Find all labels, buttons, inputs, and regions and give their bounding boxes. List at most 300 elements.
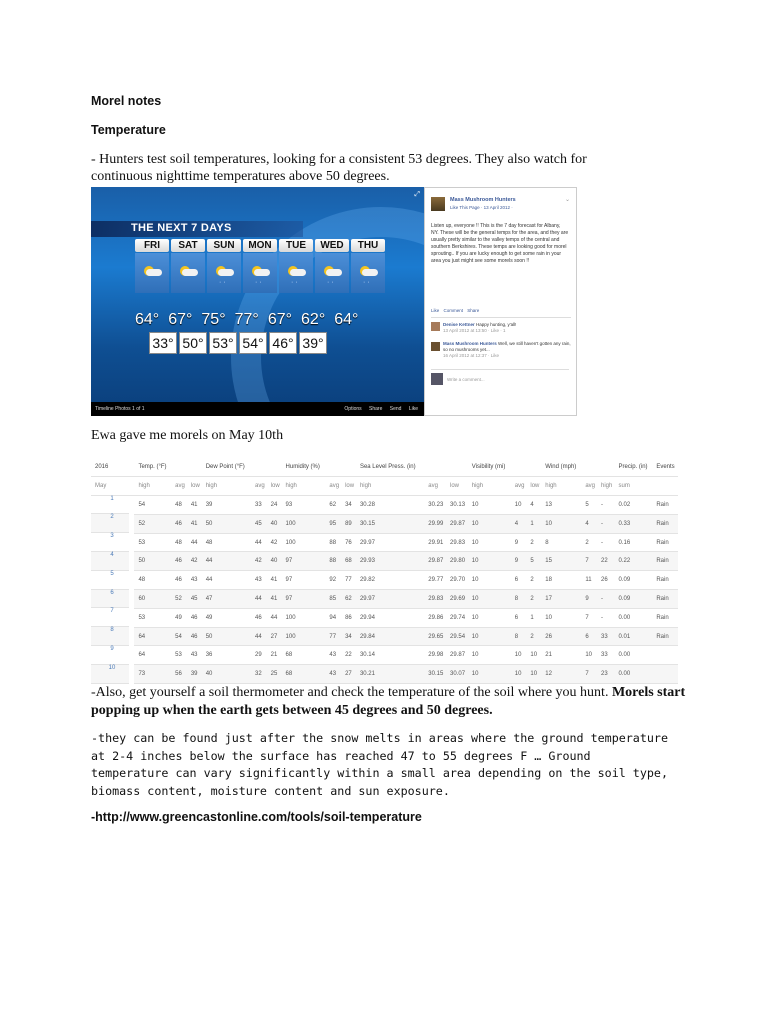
table-cell: high [541, 476, 581, 495]
table-cell: 7 [581, 608, 597, 627]
low-temp: 33° [149, 332, 177, 354]
table-cell [446, 458, 468, 476]
table-cell: 62 [325, 495, 341, 514]
table-cell: 7 [581, 665, 597, 684]
table-row [91, 665, 678, 684]
table-cell: Rain [652, 495, 678, 514]
table-cell: 30.15 [424, 665, 446, 684]
link-greencast: -http://www.greencastonline.com/tools/soil-temperature [91, 810, 422, 824]
table-cell: 0.00 [615, 665, 653, 684]
table-cell: 5 [91, 571, 129, 590]
table-cell: 0.09 [615, 590, 653, 609]
table-cell: 21 [267, 646, 282, 665]
table-cell: 29.80 [446, 552, 468, 571]
post-actions: Like Comment Share [431, 308, 571, 318]
table-cell: 88 [325, 552, 341, 571]
table-cell: 24 [267, 495, 282, 514]
forecast-days [135, 239, 385, 293]
table-cell: 29.83 [446, 533, 468, 552]
partly-cloudy-icon: · · [243, 253, 277, 293]
table-row [91, 608, 678, 627]
table-cell: 46 [171, 571, 187, 590]
table-cell: 29.70 [446, 571, 468, 590]
table-row [91, 646, 678, 665]
table-cell: 29.74 [446, 608, 468, 627]
table-cell: 11 [581, 571, 597, 590]
table-cell: 41 [267, 571, 282, 590]
table-cell: 5 [581, 495, 597, 514]
table-cell: 64 [134, 627, 171, 646]
forecast-day [135, 239, 169, 293]
table-cell: 29.77 [424, 571, 446, 590]
comment-1-meta: 13 April 2012 at 13:50 · Like · 1 [443, 328, 506, 333]
table-cell: 10 [468, 495, 511, 514]
weather-history-table [91, 458, 678, 684]
day-label: THU [351, 239, 385, 252]
table-cell: 30.21 [356, 665, 424, 684]
table-cell: 50 [202, 627, 251, 646]
table-cell: 41 [187, 495, 202, 514]
table-cell: 2 [581, 533, 597, 552]
table-cell: Events [652, 458, 678, 476]
table-cell: 29.87 [446, 514, 468, 533]
table-row [91, 571, 678, 590]
table-cell: 47 [202, 590, 251, 609]
table-cell: 34 [341, 495, 356, 514]
table-cell [597, 458, 615, 476]
table-cell: 97 [282, 552, 326, 571]
table-cell: 95 [325, 514, 341, 533]
table-cell: 8 [511, 627, 527, 646]
table-cell: 30.15 [356, 514, 424, 533]
table-cell: 4 [526, 495, 541, 514]
table-cell: 0.16 [615, 533, 653, 552]
table-cell [325, 458, 341, 476]
table-cell [424, 458, 446, 476]
table-cell: 9 [511, 552, 527, 571]
table-cell: 10 [511, 495, 527, 514]
table-row [91, 514, 678, 533]
partly-cloudy-icon: · · [315, 253, 349, 293]
table-cell: 53 [134, 608, 171, 627]
table-cell: 45 [251, 514, 267, 533]
table-cell: 76 [341, 533, 356, 552]
table-cell: 29.93 [356, 552, 424, 571]
chevron-down-icon: ⌄ [564, 197, 570, 203]
table-cell: 68 [341, 552, 356, 571]
table-cell: 100 [282, 533, 326, 552]
table-cell: 10 [511, 646, 527, 665]
table-cell: 53 [171, 646, 187, 665]
table-cell: 21 [541, 646, 581, 665]
table-cell: 49 [202, 608, 251, 627]
table-row [91, 495, 678, 514]
table-cell: high [597, 476, 615, 495]
table-cell: 0.09 [615, 571, 653, 590]
table-cell [187, 458, 202, 476]
paragraph-ewa: Ewa gave me morels on May 10th [91, 428, 284, 443]
table-cell: 93 [282, 495, 326, 514]
table-cell: 15 [541, 552, 581, 571]
table-cell: 73 [134, 665, 171, 684]
table-cell: avg [424, 476, 446, 495]
facebook-post-panel [424, 187, 577, 416]
table-cell: 46 [187, 627, 202, 646]
facebook-photo-screenshot [91, 187, 577, 416]
forecast-day [207, 239, 241, 293]
table-cell: 88 [325, 533, 341, 552]
table-cell: high [202, 476, 251, 495]
table-cell: 62 [341, 590, 356, 609]
table-cell: 10 [468, 608, 511, 627]
forecast-day [279, 239, 313, 293]
table-cell: 100 [282, 514, 326, 533]
forecast-day [171, 239, 205, 293]
user-avatar [431, 373, 443, 385]
table-cell: 10 [541, 608, 581, 627]
table-row [91, 533, 678, 552]
table-cell: Rain [652, 590, 678, 609]
table-cell: avg [581, 476, 597, 495]
table-cell: 97 [282, 571, 326, 590]
table-cell: 2 [526, 627, 541, 646]
high-temp: 75° [201, 311, 226, 328]
table-cell: 4 [91, 552, 129, 571]
forecast-day [351, 239, 385, 293]
table-cell: low [526, 476, 541, 495]
table-cell: 6 [511, 608, 527, 627]
table-cell: 22 [341, 646, 356, 665]
post-text: Listen up, everyone !! This is the 7 day forecast for Albany, NY. These will be the general temps for the area, and they are usually pretty similar to the valley temps of the central and southern Berkshires. These temps are looking good for morel sprouting.. If you are lucky enough to get some rain in your area you just might see some morels soon !! [431, 223, 569, 264]
day-label: SUN [207, 239, 241, 252]
table-cell: 48 [171, 495, 187, 514]
table-cell: 10 [468, 665, 511, 684]
table-cell [652, 665, 678, 684]
commenter-avatar [431, 322, 440, 331]
paragraph-soil-temps: - Hunters test soil temperatures, looking for a consistent 53 degrees. They also watch for continuous nighttime temperatures above 50 degrees. [91, 152, 587, 184]
table-cell: 29 [251, 646, 267, 665]
comment-2-text: Well, we still haven't gotten any rain, so no mushrooms yet... [443, 341, 571, 352]
para3-text: -Also, get yourself a soil thermometer and check the temperature of the soil where you hunt. [91, 685, 612, 700]
table-cell: 42 [187, 552, 202, 571]
table-cell: 50 [202, 514, 251, 533]
table-cell: 33 [251, 495, 267, 514]
table-cell: 41 [267, 590, 282, 609]
table-cell: 48 [134, 571, 171, 590]
table-cell: 1 [526, 514, 541, 533]
table-cell: - [597, 590, 615, 609]
table-cell: 13 [541, 495, 581, 514]
table-cell: 22 [597, 552, 615, 571]
table-cell: 33 [597, 646, 615, 665]
table-cell: 25 [267, 665, 282, 684]
table-cell: 1 [526, 608, 541, 627]
table-cell: 26 [597, 571, 615, 590]
photo-footer [91, 402, 424, 416]
table-cell: 50 [134, 552, 171, 571]
comment-2 [443, 341, 571, 359]
high-temp: 64° [135, 311, 160, 328]
table-cell: avg [251, 476, 267, 495]
table-cell: 77 [341, 571, 356, 590]
table-row [91, 476, 678, 495]
table-cell: 43 [251, 571, 267, 590]
table-cell: 92 [325, 571, 341, 590]
table-cell: 7 [581, 552, 597, 571]
table-cell [526, 458, 541, 476]
table-cell: 26 [541, 627, 581, 646]
table-cell: 40 [267, 552, 282, 571]
paragraph-snow-melt: -they can be found just after the snow melts in areas where the ground temperature at 2-4 inches below the surface has reached 47 to 55 degrees F … Ground temperature can vary significantly within a small area depending on the soil type, biomass content, moisture content and sun exposure. [91, 731, 668, 798]
table-cell: - [597, 533, 615, 552]
comment-2-meta: 16 April 2012 at 12:37 · Like [443, 353, 500, 358]
table-cell: 10 [511, 665, 527, 684]
page-avatar [431, 197, 445, 211]
table-cell: Rain [652, 533, 678, 552]
table-cell: 44 [187, 533, 202, 552]
page-name: Mass Mushroom Hunters [450, 197, 516, 203]
table-cell: Dew Point (°F) [202, 458, 251, 476]
table-cell: 56 [171, 665, 187, 684]
table-cell: 6 [511, 571, 527, 590]
table-cell: 52 [171, 590, 187, 609]
table-cell: 52 [134, 514, 171, 533]
table-cell: 10 [468, 533, 511, 552]
table-cell: 4 [511, 514, 527, 533]
table-cell: Sea Level Press. (in) [356, 458, 424, 476]
table-cell: 42 [267, 533, 282, 552]
table-cell: 43 [325, 646, 341, 665]
table-cell: 30.13 [446, 495, 468, 514]
table-cell: 86 [341, 608, 356, 627]
table-cell: 0.33 [615, 514, 653, 533]
day-label: TUE [279, 239, 313, 252]
photo-counter: Timeline Photos 1 of 1 [95, 406, 145, 412]
table-cell: avg [325, 476, 341, 495]
table-cell: 30.28 [356, 495, 424, 514]
table-cell: 29.87 [446, 646, 468, 665]
day-label: MON [243, 239, 277, 252]
table-cell: 30.14 [356, 646, 424, 665]
table-cell: Temp. (°F) [134, 458, 171, 476]
comment-1-author: Denise Kettner [443, 322, 475, 327]
table-cell: 9 [581, 590, 597, 609]
table-cell: 44 [251, 533, 267, 552]
table-cell: 0.02 [615, 495, 653, 514]
table-cell: 44 [202, 571, 251, 590]
table-cell: 18 [541, 571, 581, 590]
high-temp: 67° [168, 311, 193, 328]
table-cell: 0.22 [615, 552, 653, 571]
partly-cloudy-icon: · · [351, 253, 385, 293]
table-cell: 10 [581, 646, 597, 665]
table-cell: 10 [468, 627, 511, 646]
paragraph-soil-thermometer [91, 684, 691, 720]
high-temp: 62° [301, 311, 326, 328]
table-cell: 0.01 [615, 627, 653, 646]
table-cell: 0.00 [615, 646, 653, 665]
table-cell: 10 [526, 646, 541, 665]
table-cell: 46 [171, 514, 187, 533]
table-cell: 10 [91, 665, 129, 684]
table-cell: 42 [251, 552, 267, 571]
table-cell: 46 [171, 552, 187, 571]
table-cell [581, 458, 597, 476]
table-cell: 27 [267, 627, 282, 646]
partly-cloudy-icon: · · [207, 253, 241, 293]
table-cell: 44 [251, 590, 267, 609]
table-cell: 2 [526, 590, 541, 609]
table-cell: 29.99 [424, 514, 446, 533]
table-cell: 100 [282, 608, 326, 627]
table-cell: 89 [341, 514, 356, 533]
table-cell: 30.07 [446, 665, 468, 684]
table-cell: 10 [526, 665, 541, 684]
table-cell [652, 646, 678, 665]
table-cell [171, 458, 187, 476]
day-label: WED [315, 239, 349, 252]
table-cell: 7 [91, 608, 129, 627]
table-cell: 10 [468, 571, 511, 590]
table-cell: Rain [652, 552, 678, 571]
table-cell: 10 [468, 646, 511, 665]
table-cell: 12 [541, 665, 581, 684]
table-cell: 10 [468, 552, 511, 571]
table-cell: 39 [202, 495, 251, 514]
table-cell: low [341, 476, 356, 495]
table-cell: 10 [468, 590, 511, 609]
partly-cloudy-icon [171, 253, 205, 293]
table-cell: 34 [341, 627, 356, 646]
table-cell: May [91, 476, 134, 495]
table-cell: 29.94 [356, 608, 424, 627]
section-heading: Temperature [91, 123, 166, 137]
table-cell: - [597, 514, 615, 533]
table-cell: Humidity (%) [282, 458, 326, 476]
low-temp: 50° [179, 332, 207, 354]
table-cell: 29.91 [424, 533, 446, 552]
table-cell: 5 [526, 552, 541, 571]
forecast-lows [149, 332, 327, 354]
table-cell: 48 [171, 533, 187, 552]
table-cell: low [267, 476, 282, 495]
table-cell: 100 [282, 627, 326, 646]
table-cell: 68 [282, 646, 326, 665]
table-cell: Wind (mph) [541, 458, 581, 476]
high-temp: 67° [267, 311, 293, 328]
table-cell: sum [615, 476, 653, 495]
table-cell: 9 [91, 646, 129, 665]
photo-actions: Options Share Send Like [344, 406, 418, 412]
table-cell: high [468, 476, 511, 495]
table-cell: 8 [91, 627, 129, 646]
table-cell: 44 [251, 627, 267, 646]
table-cell: 27 [341, 665, 356, 684]
table-cell: 6 [91, 590, 129, 609]
table-cell: - [597, 495, 615, 514]
table-row [91, 458, 678, 476]
table-cell: 97 [282, 590, 326, 609]
table-cell: 48 [202, 533, 251, 552]
table-cell: 29.97 [356, 590, 424, 609]
table-cell: 40 [267, 514, 282, 533]
table-cell: avg [511, 476, 527, 495]
comment-2-author: Mass Mushroom Hunters [443, 341, 497, 346]
table-cell: 29.98 [424, 646, 446, 665]
table-cell: 29.82 [356, 571, 424, 590]
table-cell: 44 [267, 608, 282, 627]
table-cell: 8 [511, 590, 527, 609]
commenter-avatar [431, 342, 440, 351]
table-cell: 44 [202, 552, 251, 571]
table-row [91, 590, 678, 609]
table-cell: low [187, 476, 202, 495]
table-cell [511, 458, 527, 476]
table-cell: 29.84 [356, 627, 424, 646]
table-cell: 77 [325, 627, 341, 646]
table-cell: Precip. (in) [615, 458, 653, 476]
table-cell: 2016 [91, 458, 134, 476]
table-cell: 29.65 [424, 627, 446, 646]
table-cell: 23 [597, 665, 615, 684]
table-cell [652, 476, 678, 495]
table-cell: 49 [171, 608, 187, 627]
table-row [91, 552, 678, 571]
doc-title: Morel notes [91, 94, 162, 108]
table-cell: 53 [134, 533, 171, 552]
table-cell: Visibility (mi) [468, 458, 511, 476]
table-cell: 54 [171, 627, 187, 646]
table-cell: 8 [541, 533, 581, 552]
table-cell: 36 [202, 646, 251, 665]
high-temp: 64° [334, 311, 359, 328]
table-cell: high [282, 476, 326, 495]
table-cell: 45 [187, 590, 202, 609]
table-cell: avg [171, 476, 187, 495]
day-label: SAT [171, 239, 205, 252]
forecast-title: THE NEXT 7 DAYS [131, 222, 232, 234]
table-cell: 64 [134, 646, 171, 665]
table-row [91, 627, 678, 646]
table-cell: 29.86 [424, 608, 446, 627]
table-cell: 32 [251, 665, 267, 684]
table-cell: high [356, 476, 424, 495]
low-temp: 54° [239, 332, 267, 354]
comment-1 [443, 322, 571, 334]
partly-cloudy-icon [135, 253, 169, 293]
table-cell: Rain [652, 514, 678, 533]
table-cell: 1 [91, 496, 129, 515]
table-cell: 17 [541, 590, 581, 609]
para3-bold: Morels start popping up when the earth gets between 45 degrees and 50 degrees. [91, 685, 686, 718]
low-temp: 39° [299, 332, 327, 354]
table-cell: 94 [325, 608, 341, 627]
day-label: FRI [135, 239, 169, 252]
expand-icon: ⤢ [414, 191, 420, 198]
table-cell: 46 [251, 608, 267, 627]
table-cell: 10 [468, 514, 511, 533]
table-cell [267, 458, 282, 476]
table-cell: high [134, 476, 171, 495]
table-cell: 43 [187, 646, 202, 665]
comment-box [431, 369, 569, 384]
table-cell: 29.69 [446, 590, 468, 609]
comment-placeholder: Write a comment... [447, 377, 485, 382]
table-cell: 41 [187, 514, 202, 533]
table-cell: 2 [526, 533, 541, 552]
table-cell: 3 [91, 533, 129, 552]
table-cell: - [597, 608, 615, 627]
